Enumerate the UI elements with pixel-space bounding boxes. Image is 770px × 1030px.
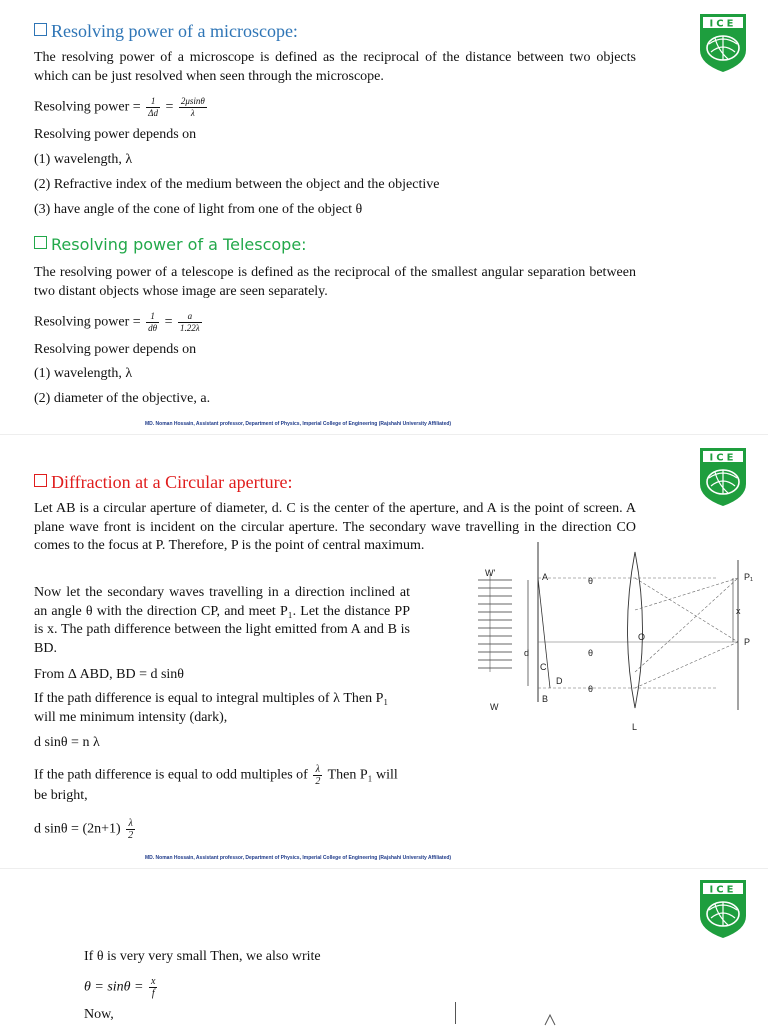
heading-telescope: Resolving power of a Telescope: [34,234,307,256]
small-angle-equation: θ = sinθ = $\frac{x}{f}$ [84,976,156,999]
depends-label-2: Resolving power depends on [34,342,197,357]
label-b: B [542,694,549,704]
label-d: D [556,676,563,686]
label-d-diameter: d [524,648,530,658]
slide-microscope [0,0,768,434]
depends-item: (1) wavelength, λ [34,366,133,381]
label-w-bottom: W [490,702,499,712]
ice-logo [698,446,748,508]
label-w-top: W' [485,568,496,578]
diagram-edge [455,1002,456,1024]
heading-microscope: Resolving power of a microscope: [34,20,298,42]
aperture-intro: Let AB is a circular aperture of diameter, d. C is the center of the aperture, and A is the point of screen. A plane wave front is incident on the circular aperture. The secondary wave travelling in the direction CO comes to the focus at P. Therefore, P is the point of central maximum. [34,501,636,553]
label-p1: P₁ [744,572,754,582]
incident-rays [478,580,512,668]
now-label: Now, [84,1007,114,1022]
aperture-para: Now let the secondary waves travelling in a direction inclined at an angle θ with the direction CP, and meet P₁. Let the distance PP is x. The path difference between the light emitted from A and B is BD. [34,585,410,656]
label-x: x [736,606,741,616]
logo-text: ICE [709,884,737,896]
lens [628,552,646,708]
microscope-definition: The resolving power of a microscope is defined as the reciprocal of the distance between two objects which can be just resolved when seen through the microscope. [34,50,636,84]
depends-item: (2) diameter of the objective, a. [34,391,211,406]
label-o: O [638,632,646,642]
diffraction-diagram [470,532,770,732]
depends-item: (2) Refractive index of the medium between the object and the objective [34,177,440,192]
ice-logo [698,12,748,74]
label-theta: θ [588,648,594,658]
depends-item: (3) have angle of the cone of light from one of the object θ [34,202,363,217]
microscope-formula: Resolving power = $\frac{1}{\Delta d}$ = $\frac{2\mu\sin\theta}{\lambda}$ [34,96,205,118]
label-p: P [744,637,751,647]
label-a: A [542,572,549,582]
dark-condition: If the path difference is equal to integral multiples of λ Then P₁ will me minimum intensity (dark), [34,691,389,725]
ice-logo [698,878,748,940]
logo-text: ICE [709,18,737,30]
label-theta: θ [588,684,594,694]
slide-diffraction [0,434,768,868]
label-l: L [632,722,638,732]
telescope-definition: The resolving power of a telescope is defined as the reciprocal of the smallest angular separation between two distant objects whose image are seen separately. [34,265,636,299]
from-abd-line: From Δ ABD, BD = d sinθ [34,667,185,682]
heading-circular-aperture: Diffraction at a Circular aperture: [34,471,293,493]
bright-condition: If the path difference is equal to odd multiples of $\frac{\lambda}{2}$ Then P₁ will be bright, [34,764,398,803]
label-c: C [540,662,547,672]
footer-credit: MD. Noman Hossain, Assistant professor, Department of Physics, Imperial College of Engineering (Rajshahi University Affiliated) [145,421,452,427]
depends-label: Resolving power depends on [34,127,197,142]
diagram-edge-mark [544,1012,556,1024]
dark-equation: d sinθ = n λ [34,735,100,750]
logo-text: ICE [709,452,737,464]
bright-equation: d sinθ = (2n+1) $\frac{\lambda}{2}$ [34,818,134,841]
label-theta: θ [588,576,594,586]
small-angle-line: If θ is very very small Then, we also write [84,949,321,964]
depends-item: (1) wavelength, λ [34,152,133,167]
footer-credit: MD. Noman Hossain, Assistant professor, Department of Physics, Imperial College of Engineering (Rajshahi University Affiliated) [145,855,452,861]
telescope-formula: Resolving power = $\frac{1}{d\theta}$ = $\frac{a}{1.22\lambda}$ [34,311,200,333]
slide-small-angle [0,868,768,1024]
